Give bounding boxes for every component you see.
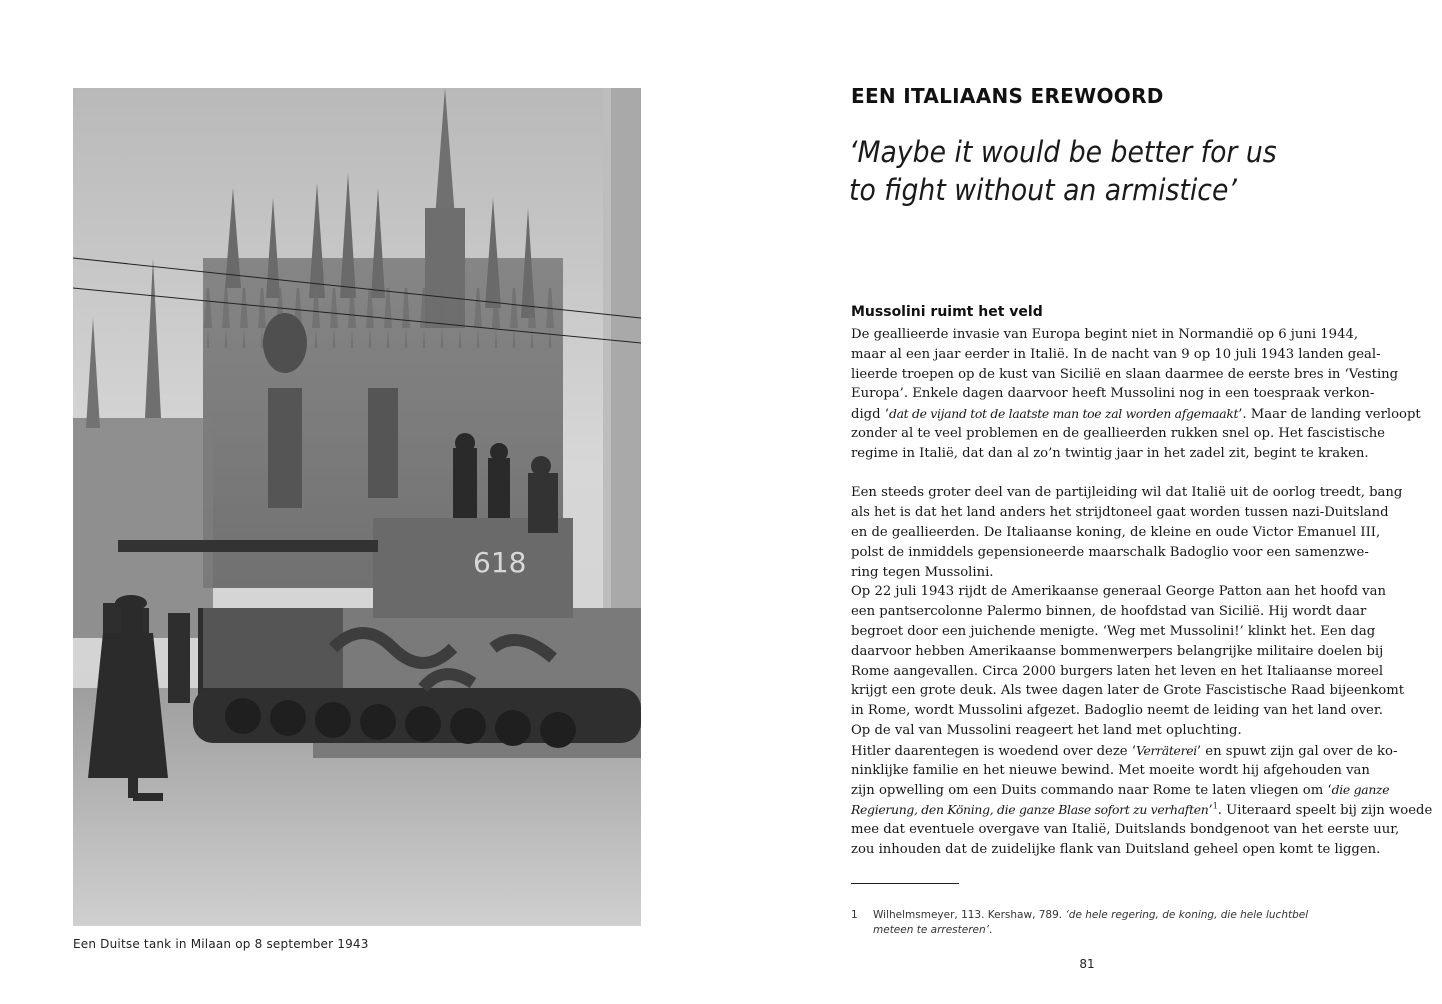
photo-illustration — [73, 88, 641, 926]
italic-quote: dat de vijand tot de laatste man toe zal worden afgemaakt — [888, 406, 1239, 422]
text-run: zijn opwelling om een Duits commando naar Rome te laten vliegen om ‘ — [851, 783, 1332, 799]
body-text-line: polst de inmiddels gepensioneerde maarschalk Badoglio voor een samenzwe- — [851, 544, 1369, 560]
footnote-number: 1 — [851, 909, 858, 921]
page-number: 81 — [1079, 957, 1095, 971]
text-run: ’. Maar de landing verloopt — [1238, 407, 1421, 423]
footnote-quote: ‘de hele regering, de koning, die hele luchtbel meteen te arresteren’ — [873, 909, 1309, 936]
body-text-line: mee dat eventuele overgave van Italië, Duitslands bondgenoot van het eerste uur, — [851, 821, 1400, 837]
body-text-line: een pantsercolonne Palermo binnen, de hoofdstad van Sicilië. Hij wordt daar — [851, 604, 1367, 620]
body-text-line: daarvoor hebben Amerikaanse bommenwerpers belangrijke militaire doelen bij — [851, 643, 1384, 659]
body-text-line: Rome aangevallen. Circa 2000 burgers laten het leven en het Italiaanse moreel — [851, 663, 1384, 679]
section-heading: Mussolini ruimt het veld — [851, 304, 1043, 320]
chapter-title-line: to fight without an armistice’ — [849, 173, 1237, 207]
chapter-label: EEN ITALIAANS EREWOORD — [851, 84, 1164, 108]
body-text-line: regime in Italië, dat dan al zo’n twintig jaar in het zadel zit, begint te kraken. — [851, 445, 1369, 461]
footnote-text — [873, 908, 1331, 938]
body-text-line: ninklijke familie en het nieuwe bewind. Met moeite wordt hij afgehouden van — [851, 762, 1370, 778]
body-text-line: Op 22 juli 1943 rijdt de Amerikaanse generaal George Patton aan het hoofd van — [851, 584, 1386, 600]
text-run: ’ — [1208, 803, 1213, 819]
body-text-line: De geallieerde invasie van Europa begint niet in Normandië op 6 juni 1944, — [851, 327, 1359, 342]
text-run: digd ‘ — [851, 407, 889, 423]
tank-photograph — [73, 88, 641, 926]
body-text-line: als het is dat het land anders het strijdtoneel gaat worden tussen nazi-Duitsland — [851, 505, 1389, 521]
body-text-line: in Rome, wordt Mussolini afgezet. Badoglio neemt de leiding van het land over. — [851, 703, 1383, 719]
chapter-title-line: ‘Maybe it would be better for us — [849, 135, 1277, 169]
tank-number: 618 — [473, 546, 527, 579]
italic-quote: Verräterei — [1136, 742, 1197, 758]
body-text-line — [851, 780, 1390, 800]
footnote-divider — [851, 883, 959, 884]
photo-caption: Een Duitse tank in Milaan op 8 september 1943 — [73, 937, 369, 951]
text-run: ’ en spuwt zijn gal over de ko- — [1196, 743, 1398, 759]
chapter-title — [849, 133, 1291, 209]
italic-quote: die ganze — [1331, 782, 1390, 798]
body-text-line: lieerde troepen op de kust van Sicilië en slaan daarmee de eerste bres in ‘Vesting — [851, 366, 1399, 382]
body-text-line: krijgt een grote deuk. Als twee dagen later de Grote Fascistische Raad bijeenkomt — [851, 683, 1405, 699]
footnote-reference: 1 — [1212, 801, 1218, 811]
body-text-line — [851, 800, 1433, 820]
body-text-line — [851, 741, 1398, 761]
paragraph-gap — [851, 464, 1325, 484]
body-text-line: ring tegen Mussolini. — [851, 564, 994, 580]
body-text-line: zou inhouden dat de zuidelijke flank van Duitsland geheel open komt te liggen. — [851, 841, 1381, 857]
body-text-line: en de geallieerden. De Italiaanse koning, de kleine en oude Victor Emanuel III, — [851, 524, 1381, 540]
footnote — [851, 908, 1331, 938]
body-text-line: Europa’. Enkele dagen daarvoor heeft Mussolini nog in een toespraak verkon- — [851, 386, 1375, 402]
body-text — [851, 325, 1433, 860]
body-text-line: begroet door een juichende menigte. ‘Weg met Mussolini!’ klinkt het. Een dag — [851, 623, 1376, 639]
body-text-line: maar al een jaar eerder in Italië. In de nacht van 9 op 10 juli 1943 landen geal- — [851, 346, 1381, 362]
text-run: Hitler daarentegen is woedend over deze ‘ — [851, 743, 1136, 759]
footnote-citation: Wilhelmsmeyer, 113. Kershaw, 789. — [873, 909, 1066, 921]
body-text-line — [851, 404, 1421, 424]
footnote-end: . — [988, 924, 993, 936]
body-text-line: Op de val van Mussolini reageert het land met opluchting. — [851, 722, 1242, 738]
body-text-line: zonder al te veel problemen en de geallieerden rukken snel op. Het fascistische — [851, 425, 1385, 441]
text-run: . Uiteraard speelt bij zijn woede — [1217, 803, 1433, 819]
italic-quote: Regierung, den Köning, die ganze Blase sofort zu verhaften — [851, 802, 1209, 818]
body-text-line: Een steeds groter deel van de partijleiding wil dat Italië uit de oorlog treedt, bang — [851, 485, 1403, 501]
